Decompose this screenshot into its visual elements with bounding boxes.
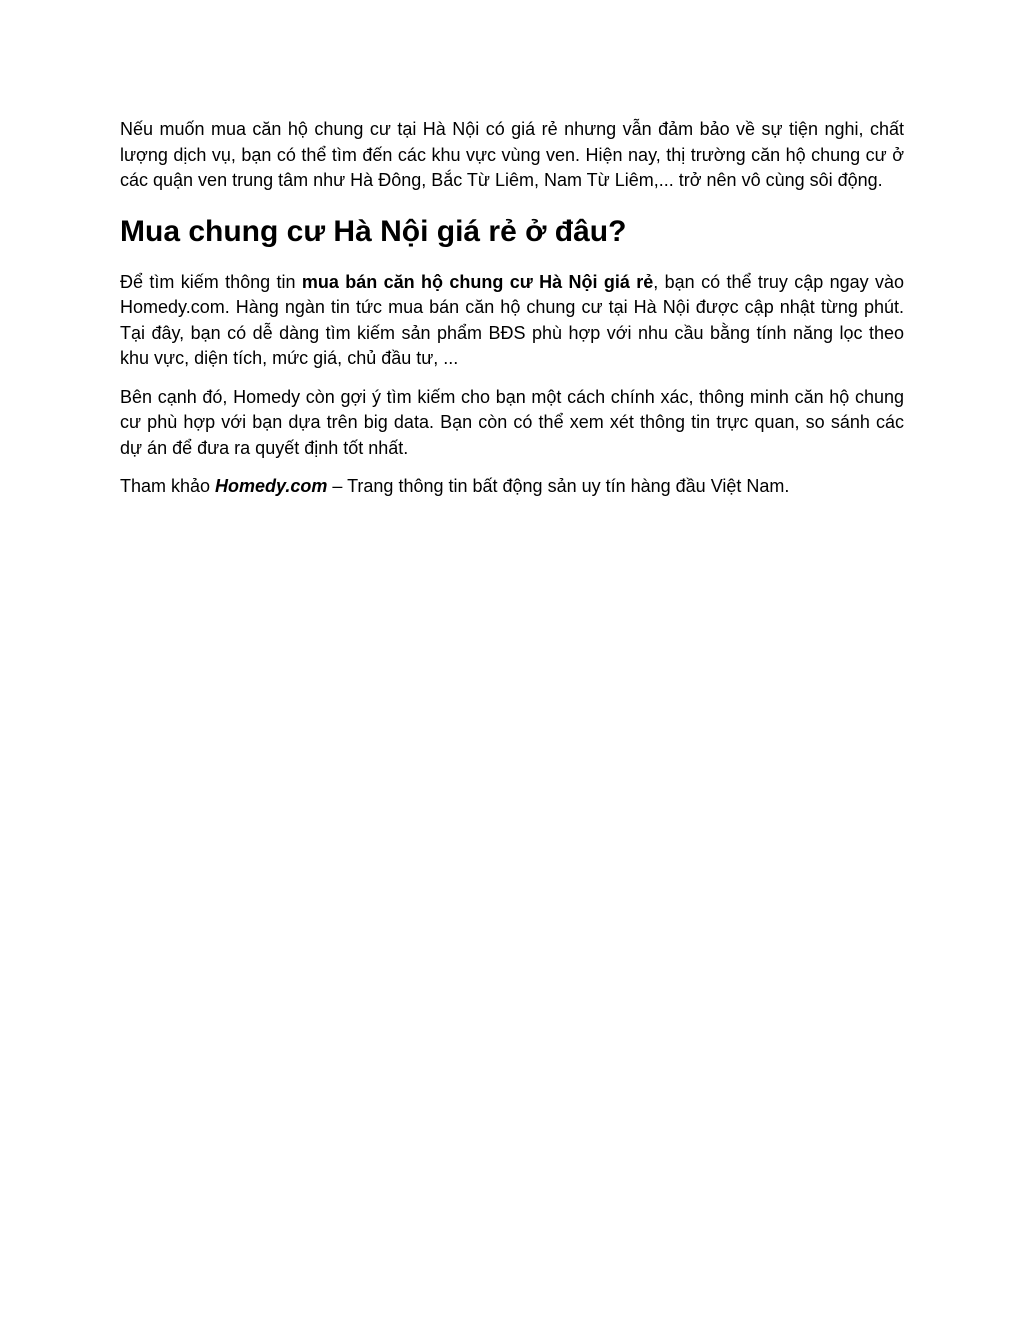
reference-text-start: Tham khảo	[120, 476, 216, 496]
document-body	[120, 117, 904, 500]
reference-text-end: – Trang thông tin bất động sản uy tín hàng đầu Việt Nam.	[327, 476, 790, 496]
section-heading: Mua chung cư Hà Nội giá rẻ ở đâu?	[120, 214, 627, 248]
reference-paragraph	[120, 474, 904, 500]
search-info-bold-phrase: mua bán căn hộ chung cư Hà Nội giá rẻ	[301, 271, 654, 292]
search-info-text-start: Để tìm kiếm thông tin	[120, 271, 302, 292]
suggestion-paragraph: Bên cạnh đó, Homedy còn gợi ý tìm kiếm cho bạn một cách chính xác, thông minh căn hộ chung cư phù hợp với bạn dựa trên big data. Bạn còn có thể xem xét thông tin trực quan, so sánh các dự án để đưa ra quyết định tốt nhất.	[120, 386, 904, 458]
search-info-text-end: , bạn có thể truy cập ngay vào Homedy.com. Hàng ngàn tin tức mua bán căn hộ chung cư tại Hà Nội được cập nhật từng phút. Tại đây, bạn có dễ dàng tìm kiếm sản phẩm BĐS phù hợp với nhu cầu bằng tính năng lọc theo khu vực, diện tích, mức giá, chủ đầu tư, ...	[120, 271, 905, 368]
brand-name: Homedy.com	[215, 476, 328, 496]
search-info-paragraph	[120, 270, 904, 372]
intro-paragraph: Nếu muốn mua căn hộ chung cư tại Hà Nội có giá rẻ nhưng vẫn đảm bảo về sự tiện nghi, chất lượng dịch vụ, bạn có thể tìm đến các khu vực vùng ven. Hiện nay, thị trường căn hộ chung cư ở các quận ven trung tâm như Hà Đông, Bắc Từ Liêm, Nam Từ Liêm,... trở nên vô cùng sôi động.	[120, 119, 904, 190]
